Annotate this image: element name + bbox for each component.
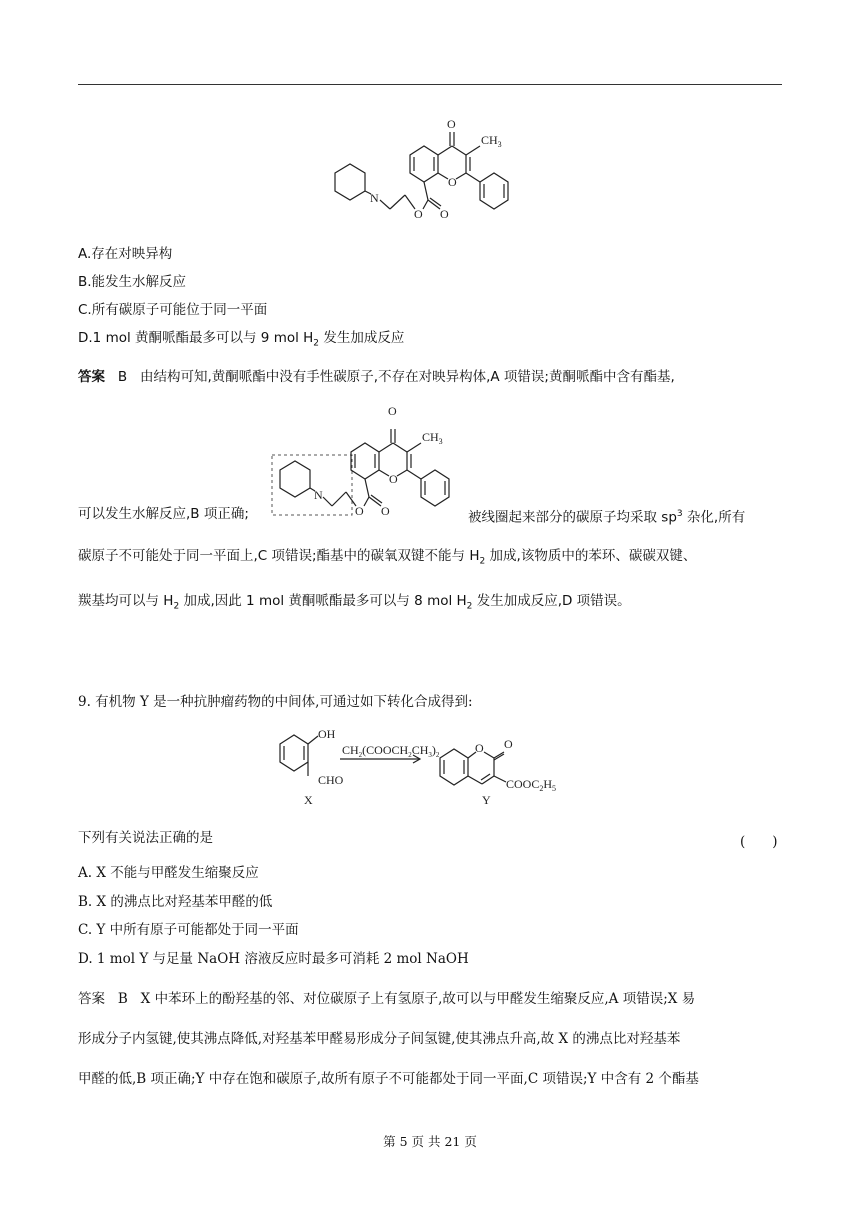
y-compound-label: Y <box>482 793 491 807</box>
q8-answer-line-4: 羰基均可以与 $H_2$ 加成,因此 1 mol 黄酮哌酯最多可以与 8 mol $H_2$ 发生加成反应,D 项错误。 <box>78 593 631 612</box>
q9-answer-label: 答案 <box>78 991 105 1007</box>
page-footer: 第 5 页 共 21 页 <box>383 1134 477 1149</box>
q9-stem: 9. 有机物 Y 是一种抗肿瘤药物的中间体,可通过如下转化合成得到: <box>78 694 473 710</box>
fig1-ring-o-label: O <box>448 175 457 189</box>
q8-answer-line-3: 碳原子不可能处于同一平面上,C 项错误;酯基中的碳氧双键不能与 $H_2$ 加成,该物质中的苯环、碳碳双键、 <box>78 548 697 567</box>
q8-answer-letter: B <box>117 369 128 385</box>
fig2-carbonyl-o-label: O <box>381 504 390 518</box>
reaction-scheme <box>260 722 600 812</box>
fig2-n-label: N <box>314 488 323 502</box>
q8-option-a: A.存在对映异构 <box>78 246 173 262</box>
q9-option-d: D. 1 mol Y 与足量 NaOH 溶液反应时最多可消耗 2 mol NaOH <box>78 951 469 967</box>
x-cho-label: CHO <box>318 773 344 787</box>
fig1-carbonyl-o-label: O <box>440 207 449 221</box>
fig1-oxo-label: O <box>447 117 456 131</box>
fig1-ester-o-label: O <box>414 207 423 221</box>
header-rule <box>78 84 782 85</box>
x-oh-label: OH <box>318 727 336 741</box>
q9-option-c: C. Y 中所有原子可能都处于同一平面 <box>78 922 299 938</box>
structure-figure-2 <box>268 398 468 523</box>
q9-option-b: B. X 的沸点比对羟基苯甲醛的低 <box>78 894 273 910</box>
q9-answer-letter: B <box>117 991 128 1007</box>
q8-option-d: D.1 mol 黄酮哌酯最多可以与 9 mol $H_2$ 发生加成反应 <box>78 330 405 349</box>
fig2-ester-o-label: O <box>355 504 364 518</box>
q9-option-a: A. X 不能与甲醛发生缩聚反应 <box>78 865 259 881</box>
q8-answer-line-2-post: 被线圈起来部分的碳原子均采取 $sp^3$ 杂化,所有 <box>468 509 746 526</box>
q8-answer-line-2-pre: 可以发生水解反应,B 项正确; <box>78 506 249 522</box>
q8-option-b: B.能发生水解反应 <box>78 274 187 290</box>
fig1-ch3-label: $CH_3$ <box>481 133 502 149</box>
reagent-label: $CH_2(COOCH_2CH_3)_2$ <box>342 743 440 759</box>
y-ester-label: $COOC_2H_5$ <box>506 777 557 793</box>
x-compound-label: X <box>304 793 313 807</box>
structure-figure-1 <box>330 110 530 240</box>
q9-prompt: 下列有关说法正确的是 <box>78 830 213 846</box>
fig1-n-label: N <box>370 191 379 205</box>
y-ring-o-label: O <box>475 741 484 755</box>
q9-answer-blank: ( ) <box>740 834 778 850</box>
q9-answer-line-2: 形成分子内氢键,使其沸点降低,对羟基苯甲醛易形成分子间氢键,使其沸点升高,故 X 的沸点比对羟基苯 <box>78 1031 681 1047</box>
y-carbonyl-o-label: O <box>504 737 513 751</box>
q8-answer-label: 答案 <box>78 369 105 385</box>
q9-answer-line-3: 甲醛的低,B 项正确;Y 中存在饱和碳原子,故所有原子不可能都处于同一平面,C 项错误;Y 中含有 2 个酯基 <box>78 1071 699 1087</box>
fig2-ch3-label: $CH_3$ <box>422 430 443 446</box>
q8-option-c: C.所有碳原子可能位于同一平面 <box>78 302 268 318</box>
q8-answer-line-1: 答案 B 由结构可知,黄酮哌酯中没有手性碳原子,不存在对映异构体,A 项错误;黄酮哌酯中含有酯基, <box>78 369 675 385</box>
fig2-ring-o-label: O <box>389 472 398 486</box>
fig2-oxo-label: O <box>388 404 397 418</box>
q9-answer-line-1: 答案 B X 中苯环上的酚羟基的邻、对位碳原子上有氢原子,故可以与甲醛发生缩聚反应,A 项错误;X 易 <box>78 991 696 1007</box>
